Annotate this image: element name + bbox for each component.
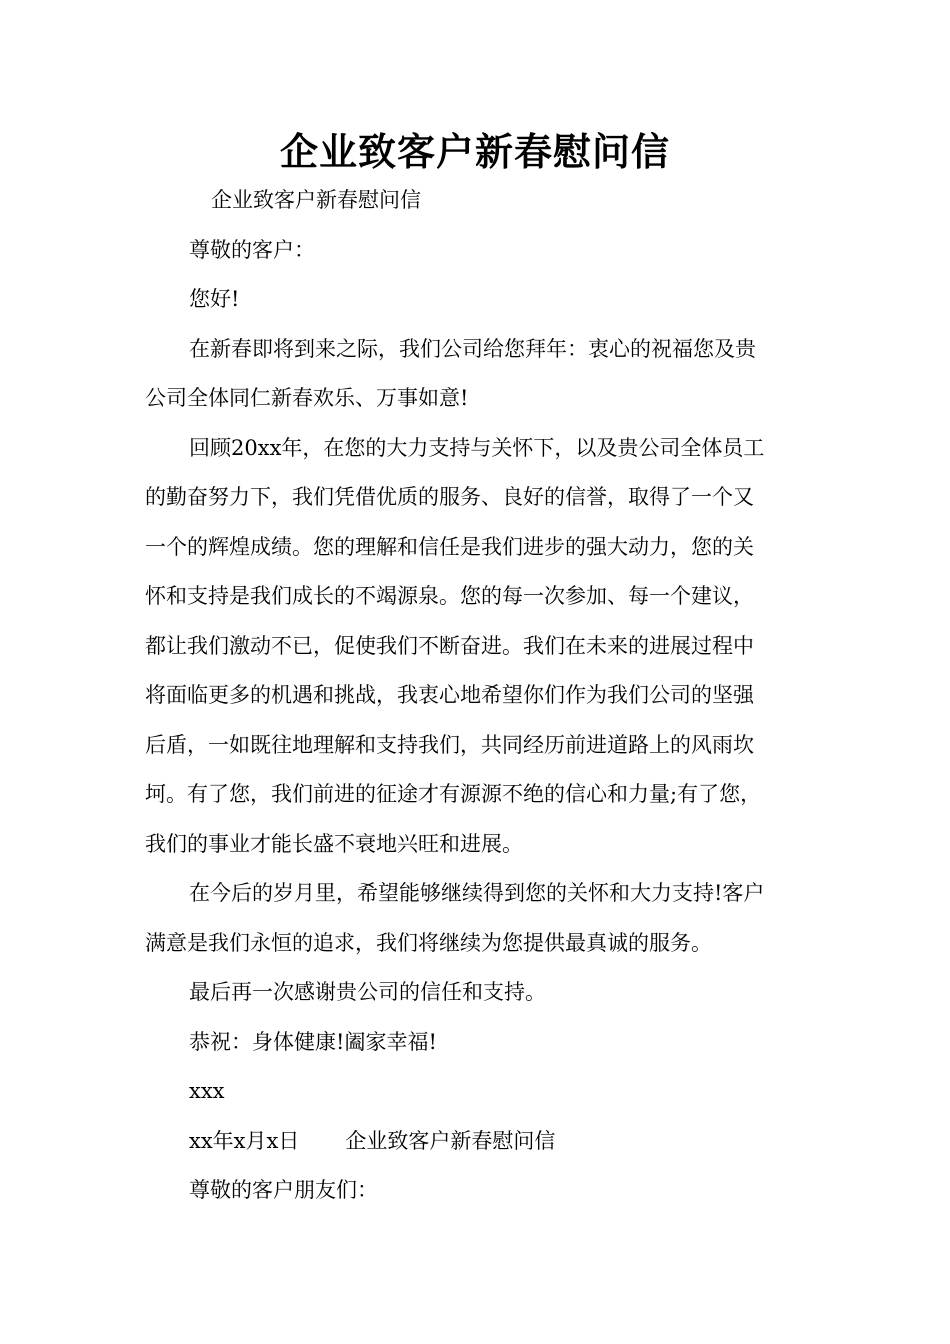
paragraph-line: 满意是我们永恒的追求，我们将继续为您提供最真诚的服务。 (145, 930, 712, 955)
paragraph-line: 都让我们激动不已，促使我们不断奋进。我们在未来的进展过程中 (145, 633, 754, 658)
second-letter-title: 企业致客户新春慰问信 (345, 1128, 556, 1153)
paragraph-line: 怀和支持是我们成长的不竭源泉。您的每一次参加、每一个建议， (145, 584, 754, 608)
paragraph-line: 坷。有了您，我们前进的征途才有源源不绝的信心和力量;有了您， (145, 782, 762, 806)
signature: xxx (189, 1079, 225, 1103)
paragraph-line: 将面临更多的机遇和挑战，我衷心地希望你们作为我们公司的坚强 (145, 683, 754, 707)
greeting: 您好! (189, 287, 240, 311)
paragraph-line: 在新春即将到来之际，我们公司给您拜年：衷心的祝福您及贵 (189, 336, 756, 361)
thanks-line: 最后再一次感谢贵公司的信任和支持。 (189, 980, 546, 1004)
paragraph-line: 我们的事业才能长盛不衰地兴旺和进展。 (145, 831, 523, 856)
paragraph-3 (145, 869, 805, 968)
paragraph-line: 回顾20xx年，在您的大力支持与关怀下，以及贵公司全体员工 (189, 435, 765, 460)
salutation: 尊敬的客户： (189, 237, 315, 262)
paragraph-2 (145, 424, 805, 870)
paragraph-line: 一个的辉煌成绩。您的理解和信任是我们进步的强大动力，您的关 (145, 534, 754, 559)
paragraph-line: 后盾，一如既往地理解和支持我们，共同经历前进道路上的风雨坎 (145, 732, 754, 757)
paragraph-line: 公司全体同仁新春欢乐、万事如意! (145, 386, 469, 410)
wishes-line: 恭祝：身体健康!阖家幸福! (189, 1029, 437, 1054)
date-line (145, 1117, 805, 1167)
letter-body (145, 176, 805, 1216)
letter-subtitle: 企业致客户新春慰问信 (211, 188, 421, 212)
paragraph-1 (145, 325, 805, 424)
paragraph-line: 的勤奋努力下，我们凭借优质的服务、良好的信誉，取得了一个又 (145, 485, 754, 509)
date: xx年x月x日 (189, 1128, 300, 1153)
paragraph-line: 在今后的岁月里，希望能够继续得到您的关怀和大力支持!客户 (189, 881, 765, 905)
document-title: 企业致客户新春慰问信 (279, 130, 670, 174)
second-salutation: 尊敬的客户朋友们： (189, 1178, 378, 1202)
